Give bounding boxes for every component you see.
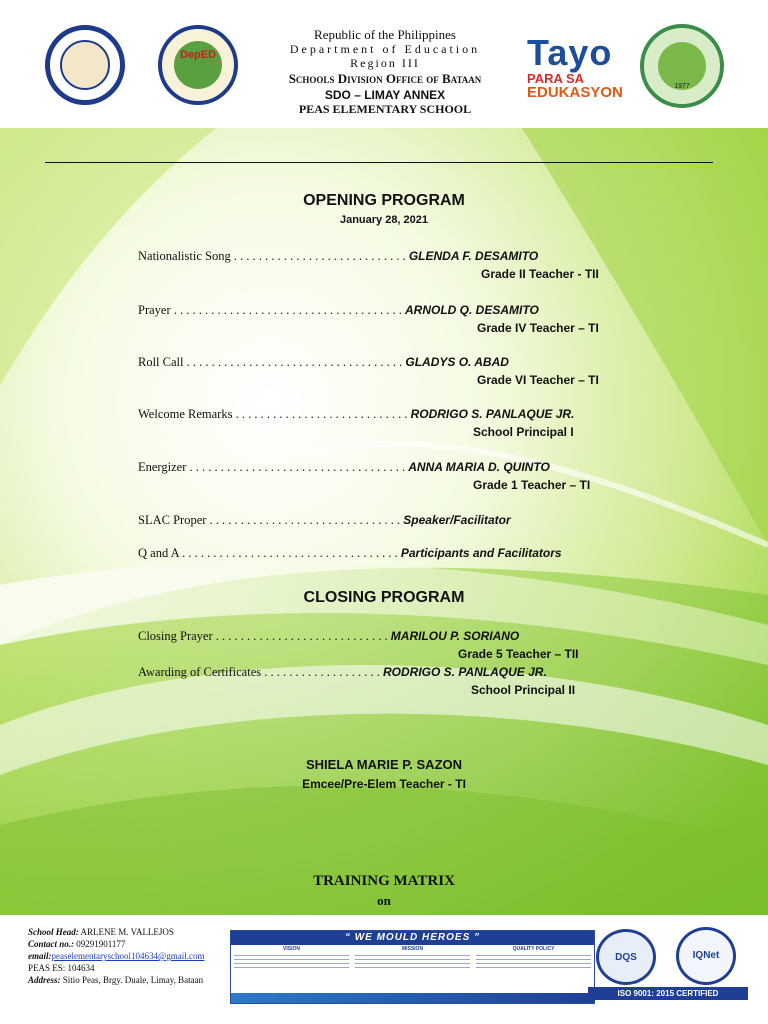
program-item-role: School Principal II <box>471 683 576 697</box>
program-item: Nationalistic Song . . . . . . . . . . . . . . . . . . . . . . . . . . . . GLENDA F. DESAMITO <box>138 249 539 263</box>
region-line: Region III <box>350 56 420 70</box>
iso-certification-badges <box>588 927 748 1002</box>
footer <box>0 915 768 1024</box>
sdo-annex-line: SDO – LIMAY ANNEX <box>324 88 446 102</box>
header-divider <box>45 162 713 163</box>
deped-seal-logo <box>45 25 125 105</box>
school-name-line: PEAS ELEMENTARY SCHOOL <box>298 102 472 116</box>
program-item: Welcome Remarks . . . . . . . . . . . . . . . . . . . . . . . . . . . . RODRIGO S. PANLAQUE JR. <box>138 407 575 421</box>
program-item-role: Grade IV Teacher – TI <box>477 321 599 335</box>
training-matrix-title: TRAINING MATRIX <box>313 873 455 889</box>
opening-program-title: OPENING PROGRAM <box>303 192 465 209</box>
program-item-role: Grade VI Teacher – TI <box>477 373 599 387</box>
program-item-role: Grade II Teacher - TII <box>481 267 599 281</box>
program-date: January 28, 2021 <box>339 214 429 226</box>
program-item: SLAC Proper . . . . . . . . . . . . . . . . . . . . . . . . . . . . . . . Speaker/Facilitator <box>138 513 511 527</box>
iso-certified-label: ISO 9001: 2015 CERTIFIED <box>588 987 748 1000</box>
program-item-role: Grade 1 Teacher – TI <box>473 478 591 492</box>
school-contact-block: School Head: ARLENE M. VALLEJOS Contact no.: 09291901177 email:peaselementaryschool104634@gmail.com PEAS ES: 104634 Address: Sitio Peas, Brgy. Duale, Limay, Bataan <box>28 927 205 985</box>
emcee-role: Emcee/Pre-Elem Teacher - TI <box>302 777 466 791</box>
program-item-role: Grade 5 Teacher – TII <box>458 647 579 661</box>
email-link[interactable]: peaselementaryschool104634@gmail.com <box>51 951 205 961</box>
program-item: Prayer . . . . . . . . . . . . . . . . . . . . . . . . . . . . . . . . . . . . . ARNOLD Q. DESAMITO <box>138 303 539 317</box>
program-item-role: School Principal I <box>473 425 574 439</box>
emcee-name: SHIELA MARIE P. SAZON <box>305 757 463 772</box>
sdo-bataan-logo: DepED <box>158 25 238 105</box>
we-mould-heroes-banner: “ WE MOULD HEROES ” VISION MISSION QUALITY POLICY <box>230 930 595 1004</box>
program-item: Energizer . . . . . . . . . . . . . . . . . . . . . . . . . . . . . . . . . . . ANNA MARIA D. QUINTO <box>138 460 550 474</box>
tayo-para-sa-edukasyon-logo: Tayo PARA SA EDUKASYON <box>527 32 623 101</box>
program-item: Roll Call . . . . . . . . . . . . . . . . . . . . . . . . . . . . . . . . . . . GLADYS O. ABAD <box>138 355 509 369</box>
iqnet-badge-icon: IQNet <box>676 927 736 985</box>
republic-line: Republic of the Philippines <box>314 27 456 42</box>
letterhead <box>0 0 768 128</box>
program-item: Closing Prayer . . . . . . . . . . . . . . . . . . . . . . . . . . . . MARILOU P. SORIANO <box>138 629 520 643</box>
program-item: Q and A . . . . . . . . . . . . . . . . . . . . . . . . . . . . . . . . . . . Participants and Facilitators <box>138 546 562 560</box>
training-matrix-sub: on <box>377 893 391 908</box>
program-item: Awarding of Certificates . . . . . . . . . . . . . . . . . . . RODRIGO S. PANLAQUE JR. <box>138 665 547 679</box>
school-seal-logo: 1977 <box>640 24 724 108</box>
dqs-badge-icon: DQS <box>596 929 656 985</box>
division-line: Schools Division Office of Bataan <box>288 71 482 86</box>
closing-program-title: CLOSING PROGRAM <box>303 589 465 606</box>
department-line: Department of Education <box>289 42 481 56</box>
